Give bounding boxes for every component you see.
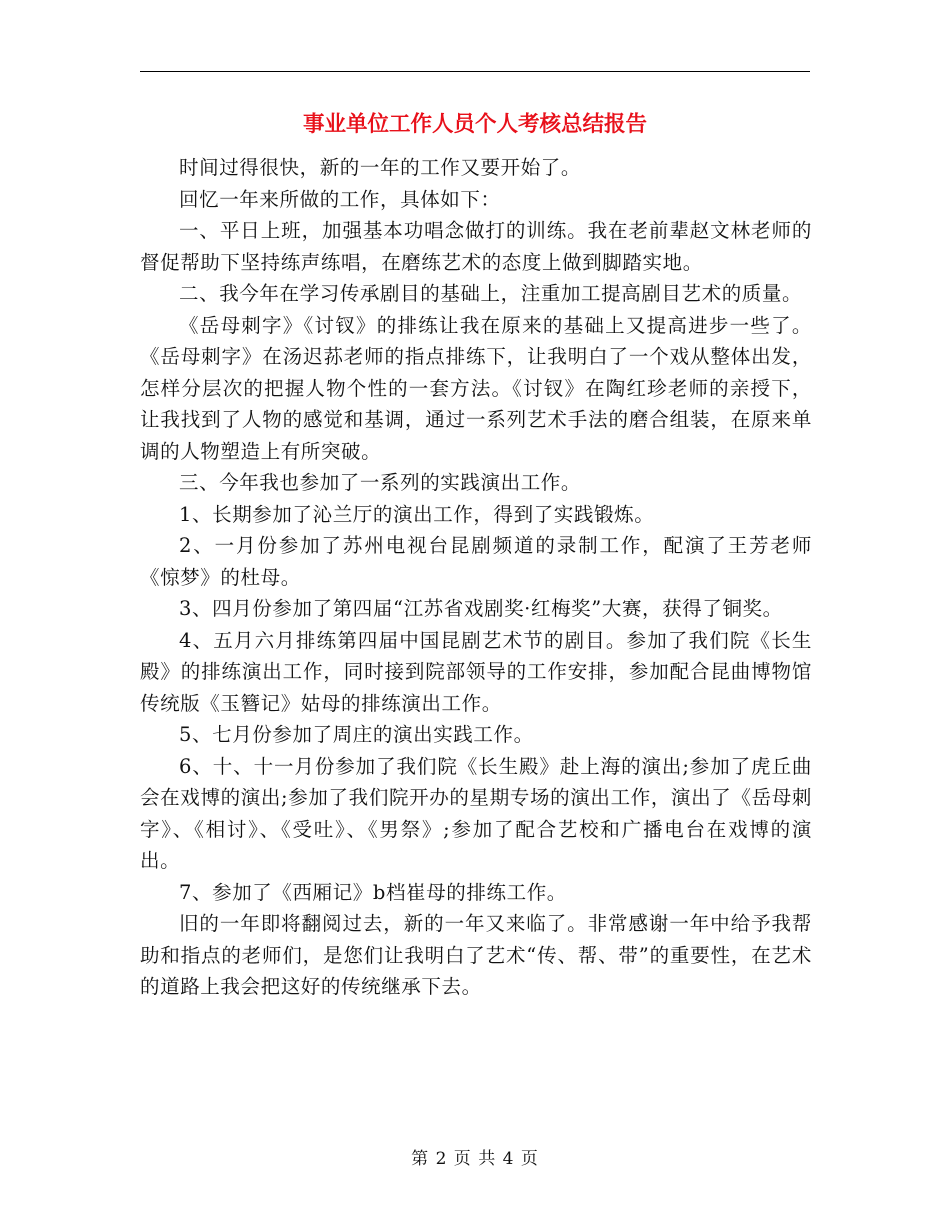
document-body (140, 152, 812, 1003)
paragraph: 5、七月份参加了周庄的演出实践工作。 (179, 723, 534, 746)
paragraph: 6、十、十一月份参加了我们院《长生殿》赴上海的演出;参加了虎丘曲会在戏博的演出;参加了我们院开办的星期专场的演出工作，演出了《岳母刺字》、《相讨》、《受吐》、《男祭》;参加了配合艺校和广播电台在戏博的演出。 (140, 754, 812, 872)
paragraph: 4、五月六月排练第四届中国昆剧艺术节的剧目。参加了我们院《长生殿》的排练演出工作，同时接到院部领导的工作安排，参加配合昆曲博物馆传统版《玉簪记》姑母的排练演出工作。 (140, 628, 812, 715)
paragraph: 三、今年我也参加了一系列的实践演出工作。 (179, 471, 582, 494)
paragraph: 二、我今年在学习传承剧目的基础上，注重加工提高剧目艺术的质量。 (179, 282, 803, 305)
paragraph: 时间过得很快，新的一年的工作又要开始了。 (179, 156, 582, 179)
paragraph: 1、长期参加了沁兰厅的演出工作，得到了实践锻炼。 (179, 502, 655, 526)
document-title: 事业单位工作人员个人考核总结报告 (302, 112, 647, 137)
header-rule (140, 71, 810, 72)
paragraph: 回忆一年来所做的工作，具体如下： (179, 187, 501, 211)
paragraph: 2、一月份参加了苏州电视台昆剧频道的录制工作，配演了王芳老师《惊梦》的杜母。 (140, 534, 812, 589)
paragraph: 7、参加了《西厢记》b档崔母的排练工作。 (179, 880, 567, 904)
paragraph: 《岳母刺字》《讨钗》的排练让我在原来的基础上又提高进步一些了。《岳母刺字》在汤迟荪老师的指点排练下，让我明白了一个戏从整体出发，怎样分层次的把握人物个性的一套方法。《讨钗》在陶红珍老师的亲授下，让我找到了人物的感觉和基调，通过一系列艺术手法的磨合组装，在原来单调的人物塑造上有所突破。 (140, 313, 812, 463)
page-number: 第 2 页 共 4 页 (411, 1149, 539, 1169)
paragraph: 旧的一年即将翻阅过去，新的一年又来临了。非常感谢一年中给予我帮助和指点的老师们，是您们让我明白了艺术“传、帮、带”的重要性，在艺术的道路上我会把这好的传统继承下去。 (140, 912, 812, 998)
paragraph: 一、平日上班，加强基本功唱念做打的训练。我在老前辈赵文林老师的督促帮助下坚持练声练唱，在磨练艺术的态度上做到脚踏实地。 (140, 219, 812, 274)
paragraph: 3、四月份参加了第四届“江苏省戏剧奖·红梅奖”大赛，获得了铜奖。 (179, 597, 783, 620)
